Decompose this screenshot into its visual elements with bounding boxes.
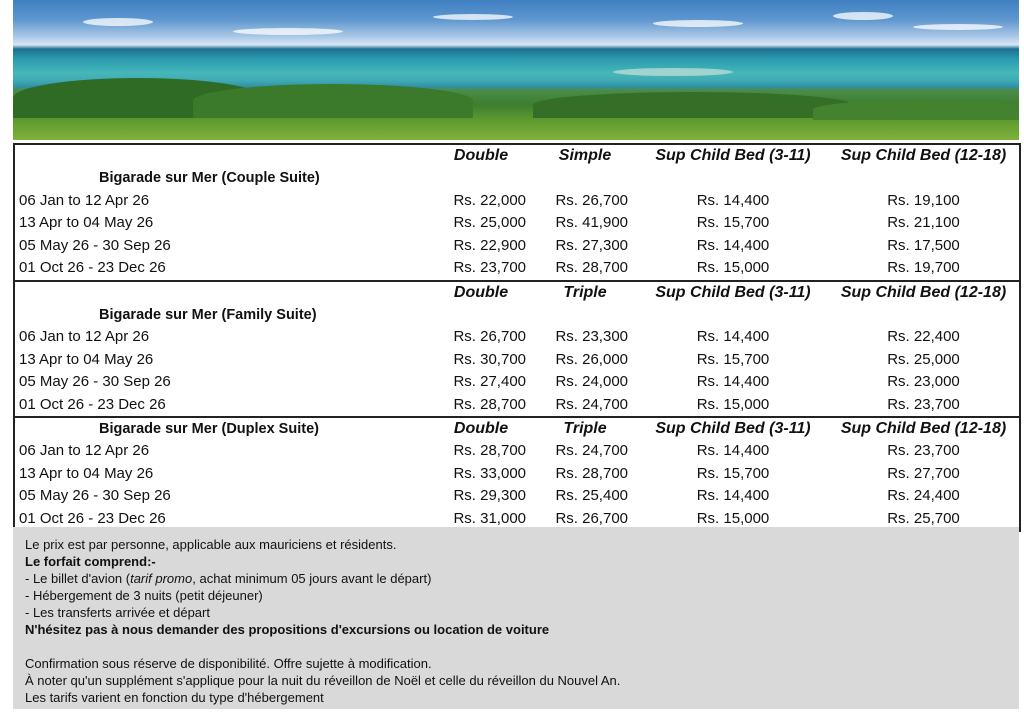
price-cell: Rs. 14,400	[696, 487, 770, 505]
price-cell: Rs. 41,900	[555, 214, 628, 232]
price-cell: Rs. 15,700	[696, 214, 770, 232]
price-cell: Rs. 14,400	[696, 328, 770, 346]
price-cell: Rs. 17,500	[828, 235, 1020, 258]
column-header-child-3-11: Sup Child Bed (3-11)	[638, 144, 828, 167]
empty-cell	[532, 167, 638, 190]
price-cell: Rs. 14,400	[696, 373, 770, 391]
table-row	[14, 371, 1020, 394]
table-row	[14, 257, 1020, 281]
price-cell: Rs. 14,400	[696, 442, 770, 460]
table-row	[14, 440, 1020, 463]
column-header-simple: Simple	[532, 144, 638, 167]
table-row	[14, 212, 1020, 235]
price-cell: Rs. 15,000	[696, 395, 770, 413]
price-cell: Rs. 33,000	[453, 464, 526, 482]
table-row	[14, 463, 1020, 486]
period-cell: 13 Apr to 04 May 26	[14, 212, 430, 235]
column-header-triple: Triple	[532, 281, 638, 304]
price-cell: Rs. 14,400	[696, 236, 770, 254]
price-cell: Rs. 28,700	[555, 259, 628, 277]
forfait-item-flight: - Le billet d'avion (tarif promo, achat minimum 05 jours avant le départ)	[25, 571, 432, 586]
forfait-item-lodging: - Hébergement de 3 nuits (petit déjeuner)	[25, 588, 263, 603]
empty-cell	[532, 304, 638, 327]
table-row	[14, 349, 1020, 372]
forfait-item-transfers: - Les transferts arrivée et départ	[25, 605, 210, 620]
table-row	[14, 326, 1020, 349]
price-cell: Rs. 26,700	[555, 191, 628, 209]
period-cell: 01 Oct 26 - 23 Dec 26	[14, 394, 430, 418]
table-row	[14, 190, 1020, 213]
header-spacer	[14, 281, 430, 304]
price-cell: Rs. 25,400	[555, 487, 628, 505]
price-cell: Rs. 26,700	[453, 328, 526, 346]
forfait-title: Le forfait comprend:-	[25, 554, 156, 569]
price-cell: Rs. 25,000	[828, 349, 1020, 372]
period-cell: 01 Oct 26 - 23 Dec 26	[14, 508, 430, 532]
price-cell: Rs. 23,000	[828, 371, 1020, 394]
price-cell: Rs. 31,000	[430, 508, 532, 532]
price-cell: Rs. 19,100	[828, 190, 1020, 213]
period-cell: 05 May 26 - 30 Sep 26	[14, 485, 430, 508]
price-cell: Rs. 28,700	[453, 395, 526, 413]
period-cell: 06 Jan to 12 Apr 26	[14, 440, 430, 463]
price-cell: Rs. 27,300	[555, 236, 628, 254]
price-cell: Rs. 22,000	[453, 191, 526, 209]
section-title-row	[14, 167, 1020, 190]
price-cell: Rs. 24,000	[555, 373, 628, 391]
period-cell: 06 Jan to 12 Apr 26	[14, 190, 430, 213]
section-title: Bigarade sur Mer (Duplex Suite)	[14, 417, 430, 440]
price-cell: Rs. 22,900	[453, 236, 526, 254]
price-cell: Rs. 29,300	[453, 487, 526, 505]
column-header-child-3-11: Sup Child Bed (3-11)	[638, 417, 828, 440]
availability-note: Confirmation sous réserve de disponibilité. Offre sujette à modification.	[25, 656, 432, 671]
column-header-double: Double	[430, 281, 532, 304]
price-cell: Rs. 21,100	[828, 212, 1020, 235]
section-header-row	[14, 144, 1020, 167]
price-cell: Rs. 15,700	[696, 350, 770, 368]
table-row	[14, 485, 1020, 508]
section-title: Bigarade sur Mer (Family Suite)	[14, 304, 430, 327]
period-cell: 13 Apr to 04 May 26	[14, 349, 430, 372]
period-cell: 01 Oct 26 - 23 Dec 26	[14, 257, 430, 281]
empty-cell	[828, 304, 1020, 327]
column-header-child-12-18: Sup Child Bed (12-18)	[828, 281, 1020, 304]
price-cell: Rs. 30,700	[453, 350, 526, 368]
empty-cell	[430, 167, 532, 190]
period-cell: 05 May 26 - 30 Sep 26	[14, 371, 430, 394]
empty-cell	[430, 304, 532, 327]
empty-cell	[638, 304, 828, 327]
price-note: Le prix est par personne, applicable aux mauriciens et résidents.	[25, 537, 397, 552]
supplement-note: À noter qu'un supplément s'applique pour la nuit du réveillon de Noël et celle du réveillon du Nouvel An.	[25, 673, 621, 688]
price-cell: Rs. 26,000	[555, 350, 628, 368]
empty-cell	[638, 167, 828, 190]
column-header-double: Double	[430, 144, 532, 167]
notes-panel	[13, 527, 1019, 709]
period-cell: 13 Apr to 04 May 26	[14, 463, 430, 486]
price-cell: Rs. 23,700	[828, 440, 1020, 463]
price-cell: Rs. 25,000	[453, 214, 526, 232]
price-cell: Rs. 23,300	[555, 328, 628, 346]
price-cell: Rs. 15,000	[638, 508, 828, 532]
table-row	[14, 394, 1020, 418]
column-header-double: Double	[430, 417, 532, 440]
price-cell: Rs. 24,400	[828, 485, 1020, 508]
period-cell: 06 Jan to 12 Apr 26	[14, 326, 430, 349]
price-cell: Rs. 24,700	[555, 442, 628, 460]
price-cell: Rs. 22,400	[828, 326, 1020, 349]
price-cell: Rs. 23,700	[453, 259, 526, 277]
period-cell: 05 May 26 - 30 Sep 26	[14, 235, 430, 258]
section-title-row	[14, 304, 1020, 327]
price-cell: Rs. 24,700	[555, 395, 628, 413]
beach-landscape-banner	[13, 0, 1019, 140]
price-cell: Rs. 15,700	[696, 464, 770, 482]
price-cell: Rs. 27,400	[453, 373, 526, 391]
excursion-cta: N'hésitez pas à nous demander des propositions d'excursions ou location de voiture	[25, 622, 550, 637]
price-table	[13, 143, 1021, 532]
section-title: Bigarade sur Mer (Couple Suite)	[14, 167, 430, 190]
header-spacer	[14, 144, 430, 167]
table-row	[14, 235, 1020, 258]
price-cell: Rs. 15,000	[696, 259, 770, 277]
column-header-child-12-18: Sup Child Bed (12-18)	[828, 417, 1020, 440]
price-cell: Rs. 28,700	[453, 442, 526, 460]
section-header-row	[14, 281, 1020, 304]
column-header-child-12-18: Sup Child Bed (12-18)	[828, 144, 1020, 167]
price-cell: Rs. 14,400	[696, 191, 770, 209]
price-cell: Rs. 19,700	[828, 257, 1020, 281]
price-cell: Rs. 23,700	[828, 394, 1020, 418]
price-cell: Rs. 26,700	[532, 508, 638, 532]
price-cell: Rs. 27,700	[828, 463, 1020, 486]
rates-note: Les tarifs varient en fonction du type d'hébergement	[25, 690, 324, 705]
section-header-row	[14, 417, 1020, 440]
empty-cell	[828, 167, 1020, 190]
column-header-triple: Triple	[532, 417, 638, 440]
price-cell: Rs. 25,700	[828, 508, 1020, 532]
price-cell: Rs. 28,700	[555, 464, 628, 482]
column-header-child-3-11: Sup Child Bed (3-11)	[638, 281, 828, 304]
